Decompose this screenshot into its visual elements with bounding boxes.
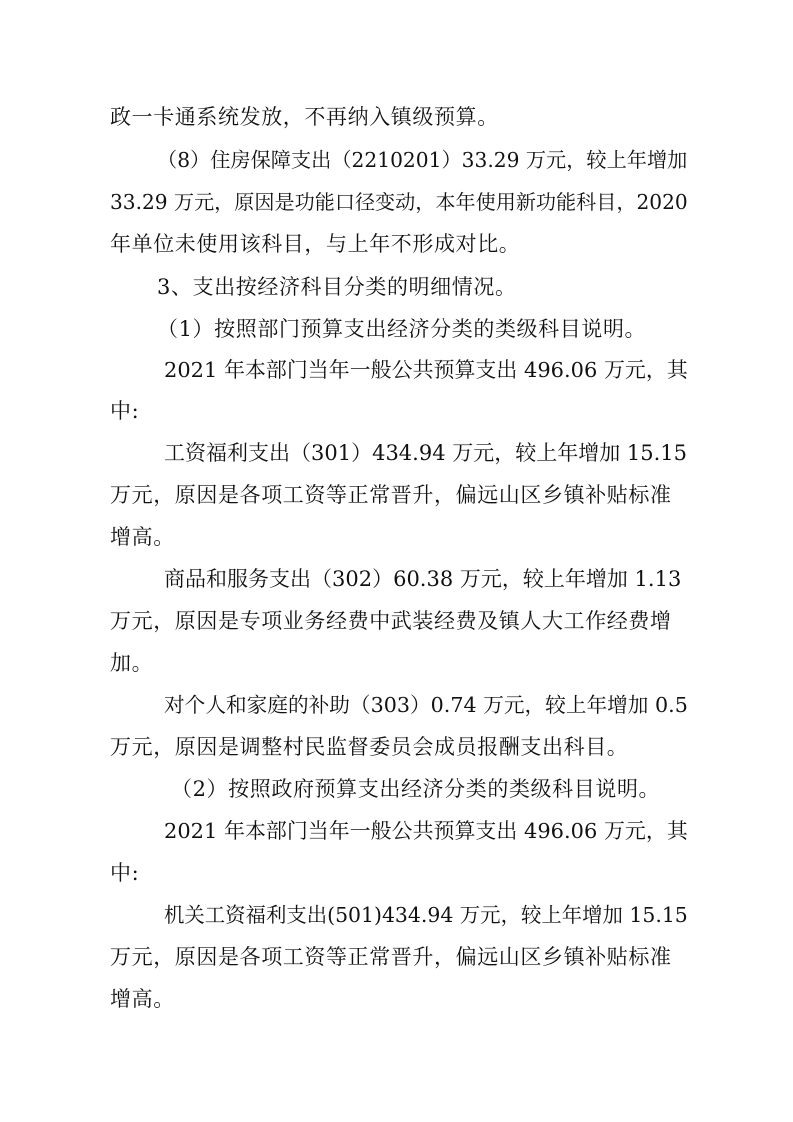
text-line: 工资福利支出（301）434.94 万元，较上年增加 15.15 [164, 441, 688, 465]
text-line: 年单位未使用该科目，与上年不形成对比。 [110, 232, 521, 256]
text-line: 增高。 [110, 987, 175, 1011]
text-line: 机关工资福利支出(501)434.94 万元，较上年增加 15.15 [164, 903, 688, 927]
text-line: 加。 [110, 651, 154, 675]
text-line: 万元，原因是各项工资等正常晋升，偏远山区乡镇补贴标准 [110, 945, 672, 969]
text-line: 2021 年本部门当年一般公共预算支出 496.06 万元，其 [164, 358, 688, 382]
text-line: 33.29 万元，原因是功能口径变动，本年使用新功能科目，2020 [110, 190, 688, 214]
text-line: 3、支出按经济科目分类的明细情况。 [157, 275, 517, 299]
text-line: 中: [110, 399, 140, 423]
text-line: （2）按照政府预算支出经济分类的类级科目说明。 [171, 777, 661, 801]
text-line: 万元，原因是调整村民监督委员会成员报酬支出科目。 [110, 735, 629, 759]
text-line: 对个人和家庭的补助（303）0.74 万元，较上年增加 0.5 [164, 693, 688, 717]
text-line: 万元，原因是专项业务经费中武装经费及镇人大工作经费增 [110, 609, 672, 633]
text-line: （1）按照部门预算支出经济分类的类级科目说明。 [157, 317, 647, 341]
text-line: 增高。 [110, 525, 175, 549]
text-line: （8）住房保障支出（2210201）33.29 万元，较上年增加 [157, 148, 688, 172]
text-line: 政一卡通系统发放，不再纳入镇级预算。 [110, 105, 499, 129]
text-line: 商品和服务支出（302）60.38 万元，较上年增加 1.13 [164, 567, 682, 591]
text-line: 中: [110, 861, 140, 885]
text-line: 2021 年本部门当年一般公共预算支出 496.06 万元，其 [164, 819, 688, 843]
text-line: 万元，原因是各项工资等正常晋升，偏远山区乡镇补贴标准 [110, 483, 672, 507]
